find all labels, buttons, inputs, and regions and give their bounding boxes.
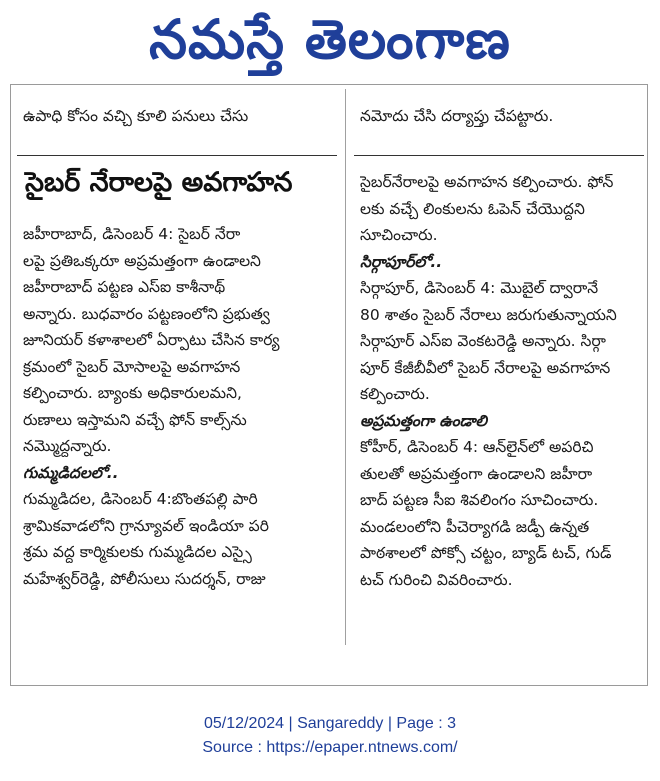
body-line: కల్పించారు. బ్యాంకు అధికారులమని, [23,384,242,402]
top-right-line: నమోదు చేసి దర్యాప్తు చేపట్టారు. [360,107,554,125]
body-line: సైబర్‌నేరాలపై అవగాహన కల్పించారు. ఫోన్ [360,173,614,191]
subheading: గుమ్మడిదలలో.. [23,463,119,482]
body-line: పూర్ కేజీబీవీలో సైబర్ నేరాలపై అవగాహన [360,358,611,377]
left-column [17,85,337,685]
section-rule-right [354,155,644,156]
subheading: సిర్గాపూర్‌లో.. [360,252,443,271]
masthead-title: నమస్తే తెలంగాణ [149,8,511,71]
footer [0,712,660,760]
body-line: లపై ప్రతిఒక్కరూ అప్రమత్తంగా ఉండాలని [23,251,261,270]
body-line: మండలంలోని పీచెర్యాగడి జడ్పీ ఉన్నత [360,517,590,536]
section-rule [17,155,337,156]
top-left-line: ఉపాధి కోసం వచ్చి కూలి పనులు చేసు [23,107,249,125]
subheading: అప్రమత్తంగా ఉండాలి [360,411,487,430]
body-line: సిర్గాపూర్ ఎస్ఐ వెంకటరెడ్డి అన్నారు. సిర్గా [360,332,606,350]
body-line: సూచించారు. [360,226,438,244]
right-column [354,85,644,685]
column-divider [345,89,346,645]
top-right-text [360,103,640,130]
masthead [0,0,660,80]
body-line: పాఠశాలలో పోక్సో చట్టం, బ్యాడ్ టచ్, గుడ్ [360,544,612,562]
body-line: శ్రమ వద్ద కార్మికులకు గుమ్మడిదల ఎస్సై [23,543,252,561]
body-line: 80 శాతం సైబర్ నేరాలు జరుగుతున్నాయని [360,305,617,324]
article-clipping [10,84,648,686]
left-body [23,221,333,592]
body-line: మహేశ్వర్‌రెడ్డి, పోలీసులు సుదర్శన్, రాజు [23,569,266,588]
body-line: తులతో అప్రమత్తంగా ఉండాలని జహీరా [360,464,593,483]
body-line: కోహీర్, డిసెంబర్ 4: ఆన్‌లైన్‌లో అపరిచి [360,438,594,456]
body-line: అన్నారు. బుధవారం పట్టణంలోని ప్రభుత్వ [23,304,270,323]
body-line: జూనియర్ కళాశాలలో ఏర్పాటు చేసిన కార్య [23,331,280,349]
footer-source-line: Source : https://epaper.ntnews.com/ [202,739,458,756]
footer-date-line: 05/12/2024 | Sangareddy | Page : 3 [203,715,457,732]
body-line: టచ్ గురించి వివరించారు. [360,570,513,589]
body-line: లకు వచ్చే లింకులను ఓపెన్ చేయొద్దని [360,199,585,218]
body-line: బాద్ పట్టణ సీఐ శివలింగం సూచించారు. [360,491,599,509]
body-line: గుమ్మడిదల, డిసెంబర్ 4:బొంతపల్లి పారి [23,490,258,508]
body-line: సిర్గాపూర్, డిసెంబర్ 4: మొబైల్ ద్వారానే [360,279,599,297]
body-line: జహీరాబాద్ పట్టణ ఎస్ఐ కాశీనాథ్ [23,278,226,296]
body-line: రుణాలు ఇస్తామని వచ్చే ఫోన్ కాల్స్‌ను [23,410,247,429]
body-line: క్రమంలో సైబర్ మోసాలపై అవగాహన [23,357,241,376]
right-body [360,169,640,593]
body-line: కల్పించారు. [360,385,430,403]
body-line: శ్రామికవాడలోని గ్రాన్యూవల్ ఇండియా పరి [23,516,269,535]
headline: సైబర్ నేరాలపై అవగాహన [25,167,293,198]
body-line: నమ్మొద్దన్నారు. [23,437,112,455]
body-line: జహీరాబాద్, డిసెంబర్ 4: సైబర్ నేరా [23,225,241,243]
top-left-text [23,103,333,130]
